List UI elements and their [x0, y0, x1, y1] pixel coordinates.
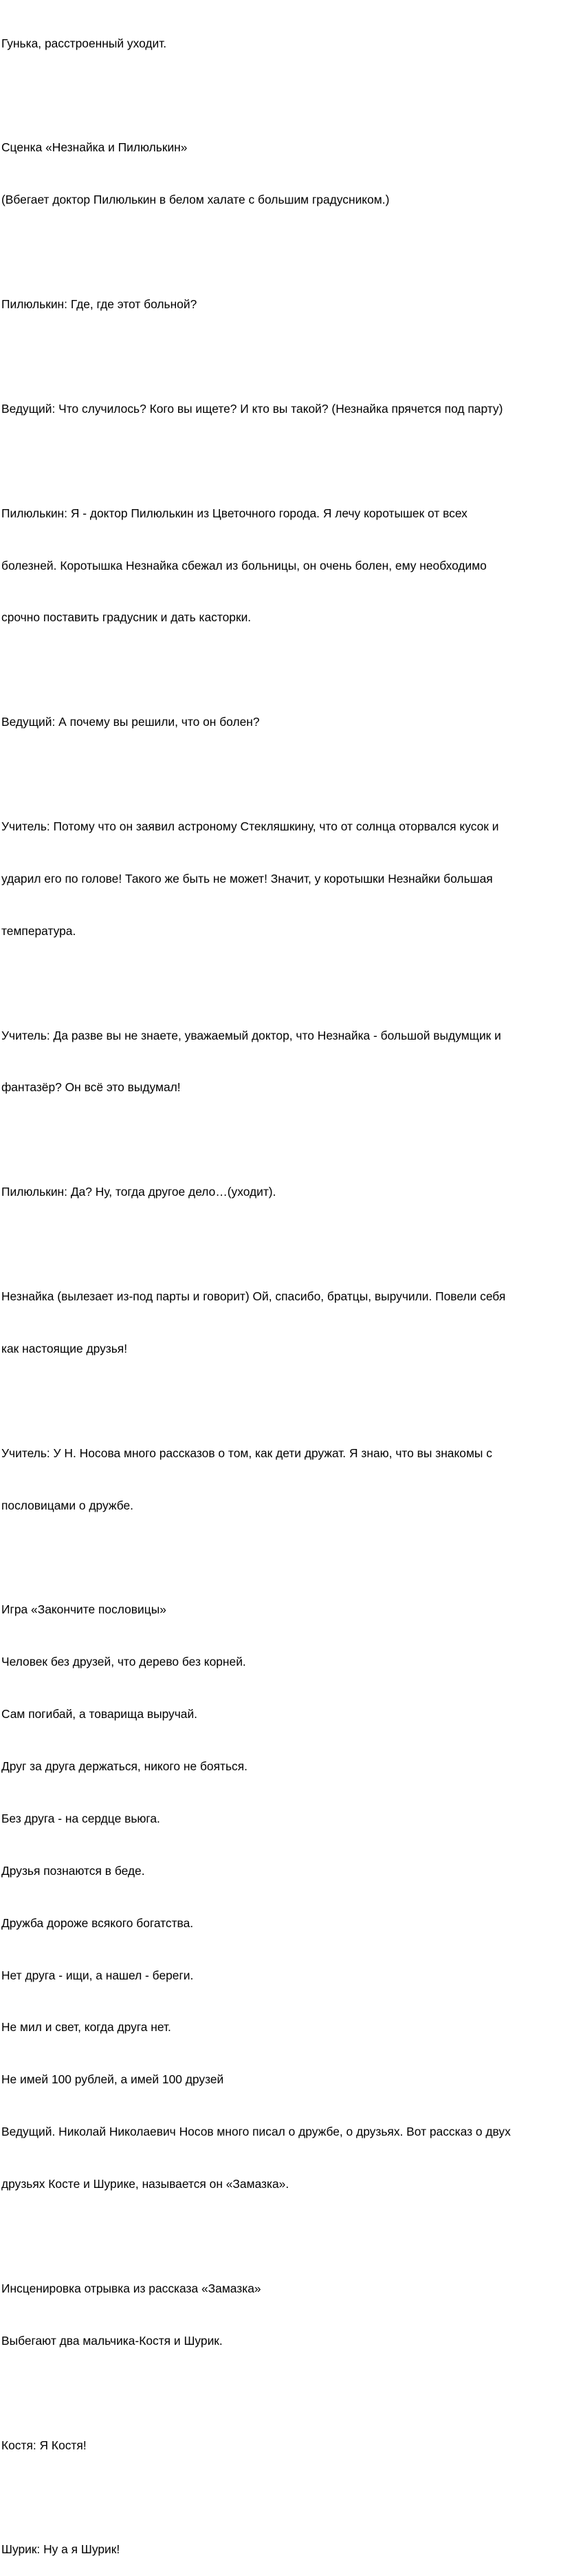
text-line: Костя: Я Костя!: [1, 2438, 87, 2452]
text-line: Пилюлькин: Где, где этот больной?: [1, 297, 197, 312]
text-line: ударил его по голове! Такого же быть не может! Значит, у коротышки Незнайки большая: [1, 871, 493, 886]
text-line: температура.: [1, 923, 76, 938]
text-line: Учитель: У Н. Носова много рассказов о том, как дети дружат. Я знаю, что вы знакомы с: [1, 1446, 492, 1460]
proverb-line: Сам погибай, а товарища выручай.: [1, 1707, 198, 1721]
proverb-line: Друзья познаются в беде.: [1, 1863, 145, 1878]
proverb-line: Человек без друзей, что дерево без корней.: [1, 1655, 246, 1669]
game-title: Игра «Закончите пословицы»: [1, 1602, 166, 1617]
blank-line: [1, 766, 561, 783]
blank-line: [1, 661, 561, 678]
text-line: Ведущий: Что случилось? Кого вы ищете? И кто вы такой? (Незнайка прячется под парту): [1, 401, 503, 416]
text-line: Ведущий: А почему вы решили, что он болен?: [1, 715, 260, 729]
text-line: Пилюлькин: Да? Ну, тогда другое дело…(уходит).: [1, 1185, 276, 1199]
blank-line: [1, 87, 561, 104]
text-line: срочно поставить градусник и дать касторки.: [1, 610, 252, 625]
text-line: Пилюлькин: Я - доктор Пилюлькин из Цветочного города. Я лечу коротышек от всех: [1, 506, 468, 520]
blank-line: [1, 348, 561, 365]
text-line: Выбегают два мальчика-Костя и Шурик.: [1, 2333, 223, 2348]
blank-line: [1, 2489, 561, 2506]
text-line: фантазёр? Он всё это выдумал!: [1, 1080, 181, 1095]
text-line: пословицами о дружбе.: [1, 1498, 134, 1512]
blank-line: [1, 1393, 561, 1410]
proverb-line: Не мил и свет, когда друга нет.: [1, 2020, 171, 2035]
text-line: друзьях Косте и Шурике, называется он «Замазка».: [1, 2177, 289, 2191]
proverb-line: Не имей 100 рублей, а имей 100 друзей: [1, 2072, 224, 2087]
text-line: Ведущий. Николай Николаевич Носов много писал о дружбе, о друзьях. Вот рассказ о двух: [1, 2125, 511, 2139]
text-line: Учитель: Потому что он заявил астроному Стекляшкину, что от солнца оторвался кусок и: [1, 819, 499, 833]
scene-title: Сценка «Незнайка и Пилюлькин»: [1, 140, 188, 155]
blank-line: [1, 1236, 561, 1253]
document-body: [1, 0, 561, 2576]
staging-title: Инсценировка отрывка из рассказа «Замазка»: [1, 2281, 261, 2295]
blank-line: [1, 1549, 561, 1566]
blank-line: [1, 2385, 561, 2402]
proverb-line: Друг за друга держаться, никого не бояться.: [1, 1759, 248, 1773]
blank-line: [1, 2228, 561, 2245]
proverb-line: Нет друга - ищи, а нашел - береги.: [1, 1968, 194, 1982]
text-line: Шурик: Ну а я Шурик!: [1, 2542, 120, 2557]
text-line: (Вбегает доктор Пилюлькин в белом халате с большим градусником.): [1, 193, 390, 207]
proverb-line: Без друга - на сердце вьюга.: [1, 1811, 160, 1825]
text-line: болезней. Коротышка Незнайка сбежал из больницы, он очень болен, ему необходимо: [1, 558, 487, 572]
blank-line: [1, 244, 561, 261]
proverb-line: Дружба дороже всякого богатства.: [1, 1915, 194, 1930]
blank-line: [1, 453, 561, 470]
blank-line: [1, 1131, 561, 1148]
text-line: как настоящие друзья!: [1, 1341, 128, 1355]
text-line: Гунька, расстроенный уходит.: [1, 36, 167, 50]
text-line: Учитель: Да разве вы не знаете, уважаемый доктор, что Незнайка - большой выдумщик и: [1, 1028, 501, 1042]
blank-line: [1, 975, 561, 992]
text-line: Незнайка (вылезает из-под парты и говорит) Ой, спасибо, братцы, выручили. Повели себя: [1, 1289, 506, 1303]
